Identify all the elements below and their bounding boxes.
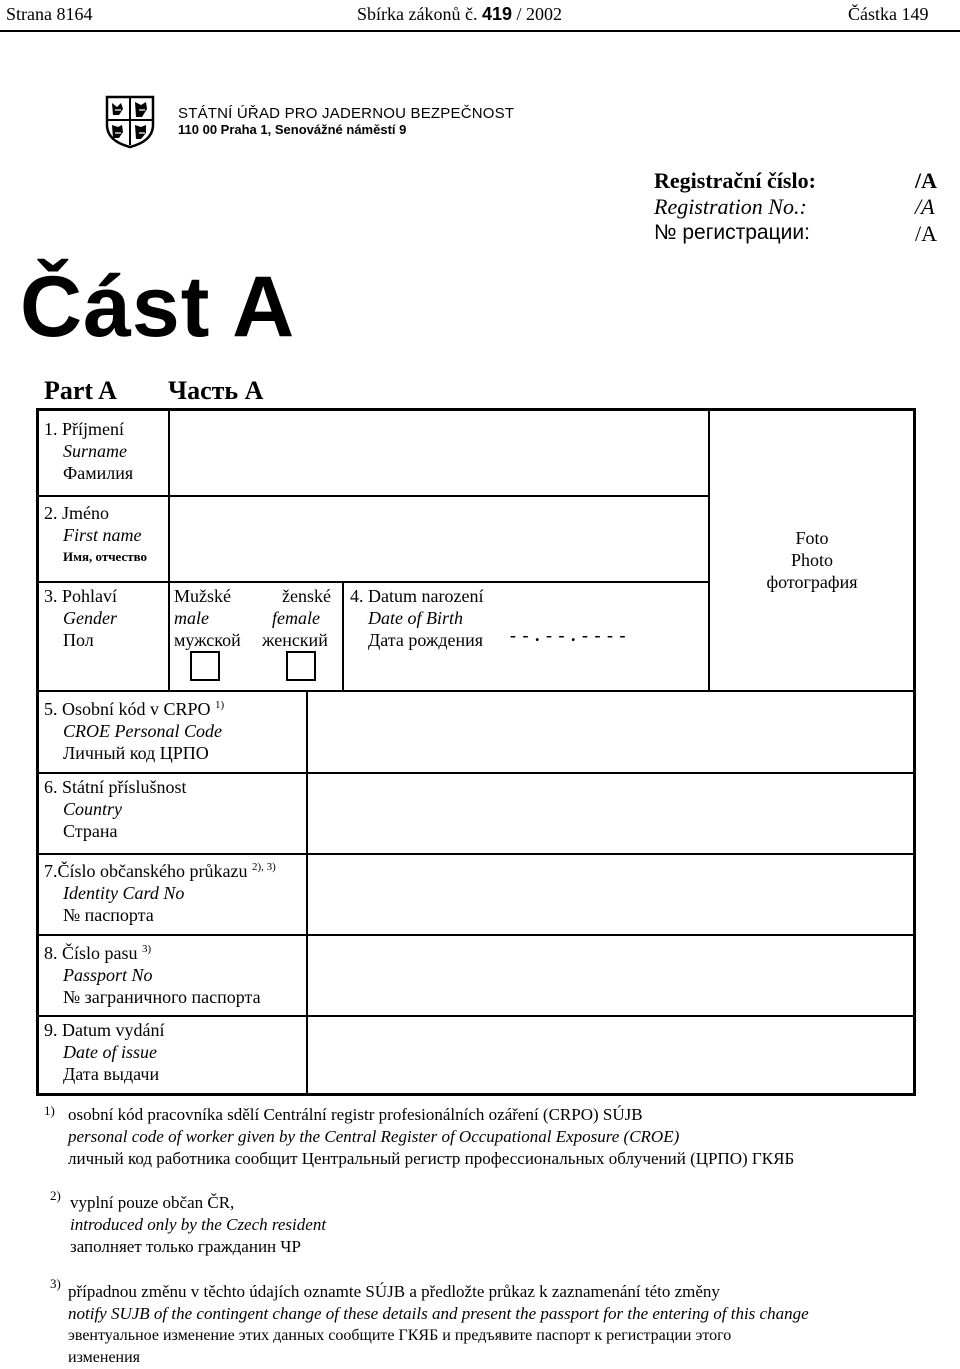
country-input[interactable] [310,775,914,852]
issue-input[interactable] [310,1018,914,1093]
field-country-label: 6. Státní příslušnost Country Страна [44,777,187,841]
collection-year: / 2002 [516,4,563,24]
header-rule [0,30,960,32]
footnote-1: osobní kód pracovníka sdělí Centrální registr profesionálních ozáření (CRPO) SÚJB personal code of worker given by the Central Register of Occupational Exposure (CROE) личный код работника сообщит Центральный регистр профессиональных облучений (ЦРПО) ГКЯБ [68,1105,795,1168]
rule-7 [38,1015,914,1017]
vrule-label [168,410,170,690]
page-number: Strana 8164 [6,4,93,24]
passport-input[interactable] [310,937,914,1014]
page-title: Část A [20,259,296,355]
dob-input[interactable]: - - . - - . - - - - [510,625,627,645]
registration-suffix-2: /A [915,194,935,219]
footnote-2: vyplní pouze občan ČR, introduced only by the Czech resident заполняет только гражданин ЧР [70,1193,327,1256]
gender-male-label: Mužské male мужской [174,586,241,650]
field-firstname-label: 2. Jméno First name Имя, отчество [44,503,148,564]
female-checkbox[interactable] [286,651,316,681]
vrule-lower [306,690,308,1094]
rule-6 [38,934,914,936]
rule-1 [38,495,708,497]
authority-address: 110 00 Praha 1, Senovážné náměstí 9 [178,122,407,137]
registration-suffix-3: /A [915,221,937,246]
photo-label: Foto Photo фотография [766,528,858,592]
field-issue-label: 9. Datum vydání Date of issue Дата выдачи [44,1020,165,1084]
field-passport-label: 8. Číslo pasu $^{3)}$ Passport No № заграничного паспорта [44,943,261,1007]
registration-suffix-1: /A [915,168,937,193]
rule-5 [38,853,914,855]
footnote-3: případnou změnu v těchto údajích oznamte SÚJB a předložte průkaz k zaznamenání této změny notify SUJB of the contingent change of these details and present the passport for the entering of this change эвентуальное изменение этих данных сообщите ГКЯБ и предъявите паспорт к регистрации этого изменения [68,1282,809,1366]
rule-4 [38,772,914,774]
registration-label-cz: Registrační číslo: [654,168,816,193]
male-checkbox[interactable] [190,651,220,681]
field-gender-label: 3. Pohlaví Gender Пол [44,586,118,650]
state-crest-icon [103,95,157,149]
idcard-input[interactable] [310,856,914,933]
subtitle-en: Part A [44,376,117,405]
croe-input[interactable] [310,693,914,771]
firstname-input[interactable] [172,498,706,580]
surname-input[interactable] [172,412,706,494]
footnote-3-mark: 3) [50,1276,61,1291]
field-idcard-label: 7.Číslo občanského průkazu $^{2), 3)}$ Identity Card No № паспорта [44,861,276,925]
collection-label: Sbírka zákonů č. [357,4,478,24]
gender-female-label: ženské female женский [262,586,331,650]
collection-ref [357,4,562,25]
footnote-2-mark: 2) [50,1188,61,1203]
registration-label-ru: № регистрации: [654,221,810,244]
field-dob-label: 4. Datum narození Date of Birth Дата рождения [350,586,484,650]
field-croe-label: 5. Osobní kód v CRPO $^{1)}$ CROE Personal Code Личный код ЦРПО [44,699,225,763]
field-surname-label: 1. Příjmení Surname Фамилия [44,419,134,483]
rule-2 [38,581,708,583]
rule-3 [38,690,914,692]
registration-label-en: Registration No.: [654,194,807,219]
vrule-dob [342,581,344,690]
authority-name: STÁTNÍ ÚŘAD PRO JADERNOU BEZPEČNOST [178,105,515,122]
photo-area[interactable] [712,412,912,688]
collection-number: 419 [481,4,513,24]
footnote-1-mark: 1) [44,1103,55,1118]
issue-part: Částka 149 [848,4,929,24]
vrule-photo [708,410,710,690]
subtitle-ru: Часть А [168,376,264,405]
